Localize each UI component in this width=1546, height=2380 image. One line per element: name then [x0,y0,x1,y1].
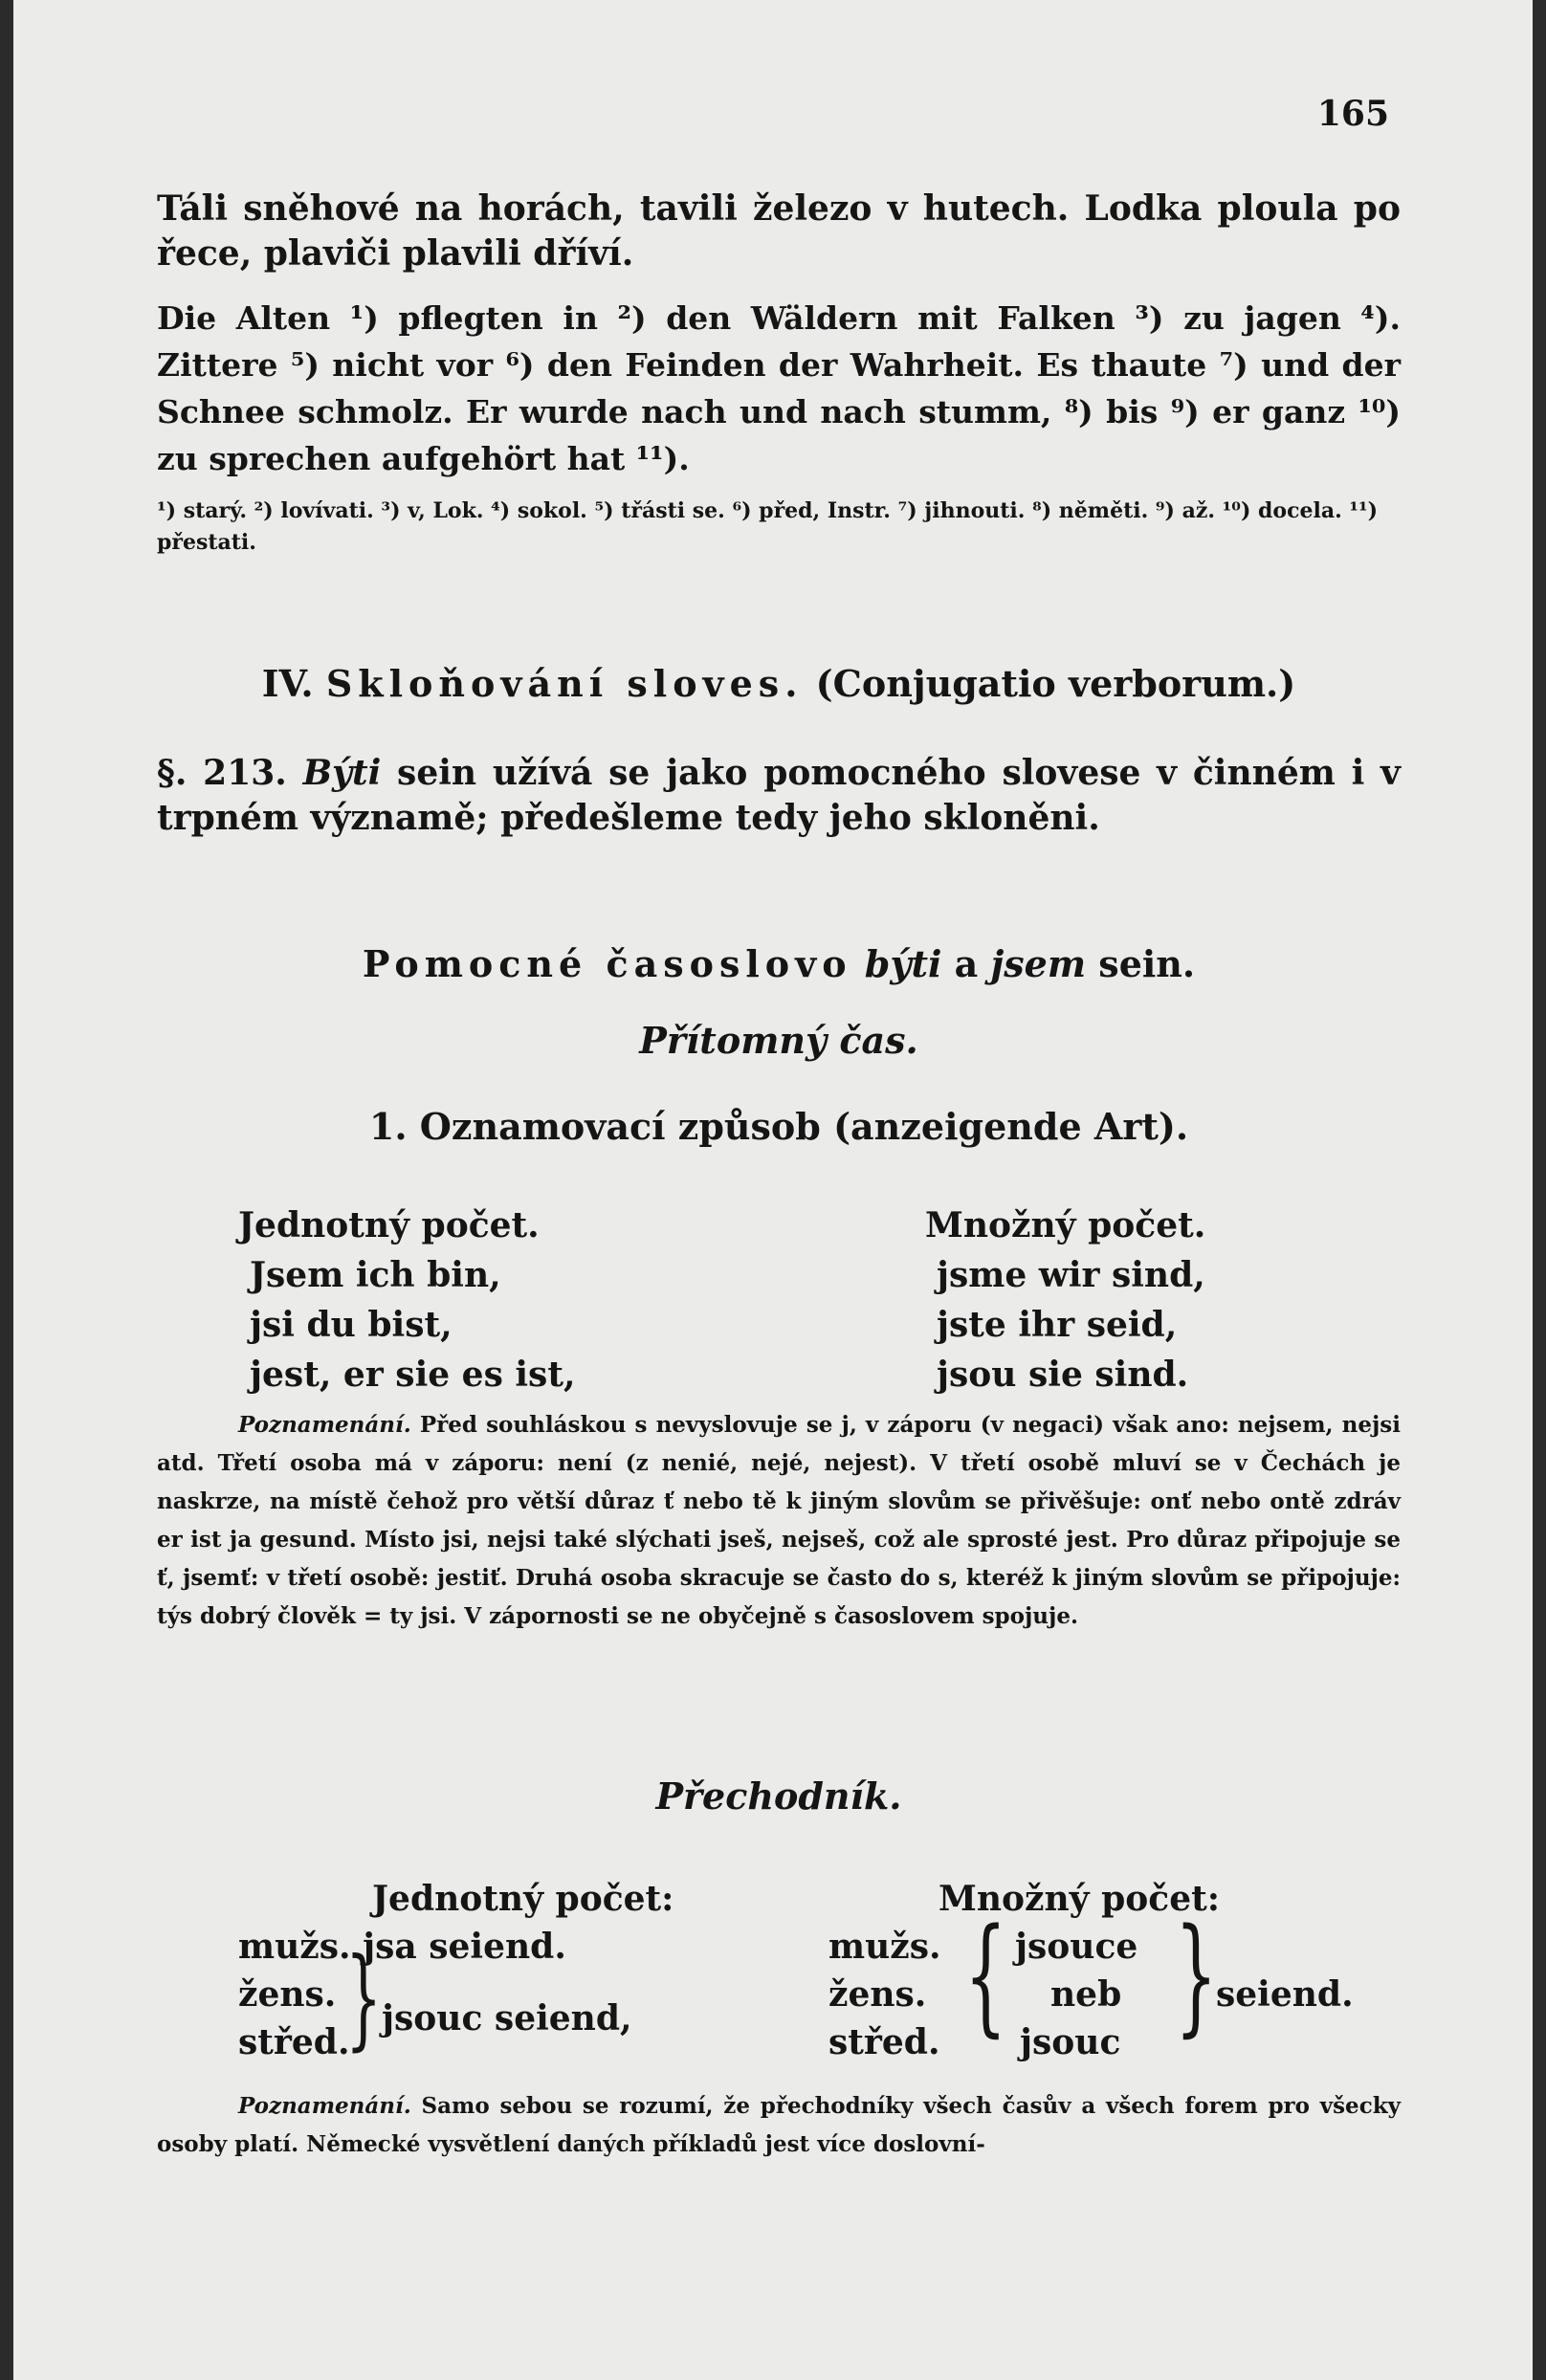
singular-row-2: jsi du bist, [250,1305,453,1345]
trans-singular-neut-label: střed. [238,2022,350,2062]
trans-plural-masc-label: mužs. [828,1927,941,1967]
aux-heading-word2: jsem [990,942,1087,985]
trans-singular-masc-label: mužs. [238,1927,351,1967]
transgressive-singular [238,1875,674,2066]
aux-heading-conj: a [954,942,979,985]
trans-singular-masc-form: jsa seiend. [363,1927,566,1967]
plural-header: Množný počet. [925,1205,1206,1245]
conjugation-plural [925,1201,1206,1399]
trans-plural-header: Množný počet: [939,1879,1221,1919]
section-title: Skloňování sloves. [325,662,804,705]
paragraph-text: sein užívá se jako pomocného slovese v činném i v trpném významě; předešleme tedy jeho skloněni. [157,753,1401,838]
conjugation-singular [238,1201,576,1399]
remark-1-text: Před souhláskou s nevyslovuje se j, v záporu (v negaci) však ano: nejsem, nejsi atd. Třetí osoba má v záporu: není (z nenié, nejé, nejest). V třetí osobě mluví se v Čechách je naskrze, na místě čehož pro větší důraz ť nebo tě k jiným slovům se přivěšuje: onť nebo ontě zdráv er ist ja gesund. Místo jsi, nejsi také slýchati jseš, nejseš, což ale sprosté jest. Pro důraz připojuje se ť, jsemť: v třetí osobě: jestiť. Druhá osoba skracuje se často do s, kteréž k jiným slovům se připojuje: týs dobrý člověk = ty jsi. V zápornosti se ne obyčejně s časoslovem spojuje. [157,1412,1401,1629]
trans-plural-form-1: jsouce [1015,1927,1138,1967]
transgressive-heading [157,1774,1401,1818]
singular-row-3: jest, er sie es ist, [250,1355,576,1395]
singular-row-1: Jsem ich bin, [250,1255,501,1295]
trans-singular-fn-form: jsouc seiend, [382,1998,632,2038]
brace-right-icon: } [1175,1901,1218,2050]
remark-2 [157,2087,1401,2164]
section-latin: (Conjugatio verborum.) [815,662,1296,705]
footnotes-block [157,496,1401,559]
present-heading: Přítomný čas. [639,1019,918,1062]
intro-paragraph [157,187,1401,276]
remark-2-text: Samo sebou se rozumí, že přechodníky všech časův a všech forem pro všecky osoby platí. Německé vysvětlení daných příkladů jest více doslovní- [157,2093,1401,2157]
plural-row-2: jste ihr seid, [937,1305,1178,1345]
section-heading [157,662,1401,705]
footnotes: ¹) starý. ²) lovívati. ³) v, Lok. ⁴) sokol. ⁵) třásti se. ⁶) před, Instr. ⁷) jihnouti. ⁸) něměti. ⁹) až. ¹⁰) docela. ¹¹) přestati. [157,498,1379,555]
aux-heading-suffix: sein. [1098,942,1196,985]
transgressive-heading-text: Přechodník. [655,1774,902,1818]
trans-plural-form-3: jsouc [1020,2022,1121,2062]
indicative-heading [157,1105,1401,1148]
transgressive-plural [828,1875,1364,2066]
trans-singular-masc-row [238,1923,674,1971]
remark-1-label: Poznamenání. [238,1412,411,1438]
trans-plural-fem-label: žens. [828,1974,927,2015]
paragraph-label: §. 213. [157,753,287,793]
aux-heading-prefix: Pomocné časoslovo [362,942,852,985]
paragraph-213 [157,751,1401,841]
german-exercise-block [157,295,1401,482]
german-exercise: Die Alten ¹) pflegten in ²) den Wäldern mit Falken ³) zu jagen ⁴). Zittere ⁵) nicht vor ⁶) den Feinden der Wahrheit. Es thaute ⁷) und der Schnee schmolz. Er wurde nach und nach stumm, ⁸) bis ⁹) er ganz ¹⁰) zu sprechen aufgehört hat ¹¹). [157,299,1401,477]
trans-plural-group [828,1901,1364,2066]
singular-header: Jednotný počet. [238,1205,540,1245]
brace-right-icon: } [345,1935,383,2063]
paragraph-keyword: Býti [302,753,382,793]
intro-sentence: Táli sněhové na horách, tavili železo v hutech. Lodka ploula po řece, plaviči plavili dříví. [157,188,1401,274]
remark-1 [157,1406,1401,1636]
trans-singular-header: Jednotný počet: [372,1879,674,1919]
present-tense-heading [157,1019,1401,1062]
plural-row-3: jsou sie sind. [937,1355,1189,1395]
trans-plural-neut-label: střed. [828,2022,940,2062]
aux-heading-word1: býti [864,942,942,985]
plural-row-1: jsme wir sind, [937,1255,1205,1295]
trans-plural-form-2: neb [1050,1974,1122,2015]
page-number: 165 [1316,94,1389,134]
trans-plural-gloss: seiend. [1216,1974,1354,2015]
brace-left-icon: { [964,1901,1007,2050]
trans-singular-fem-label: žens. [238,1974,337,2015]
remark-2-label: Poznamenání. [238,2093,411,2119]
aux-verb-heading [157,942,1401,985]
section-number: IV. [261,662,314,705]
indicative-heading-text: 1. Oznamovací způsob (anzeigende Art). [368,1105,1189,1148]
book-page [13,0,1533,2380]
